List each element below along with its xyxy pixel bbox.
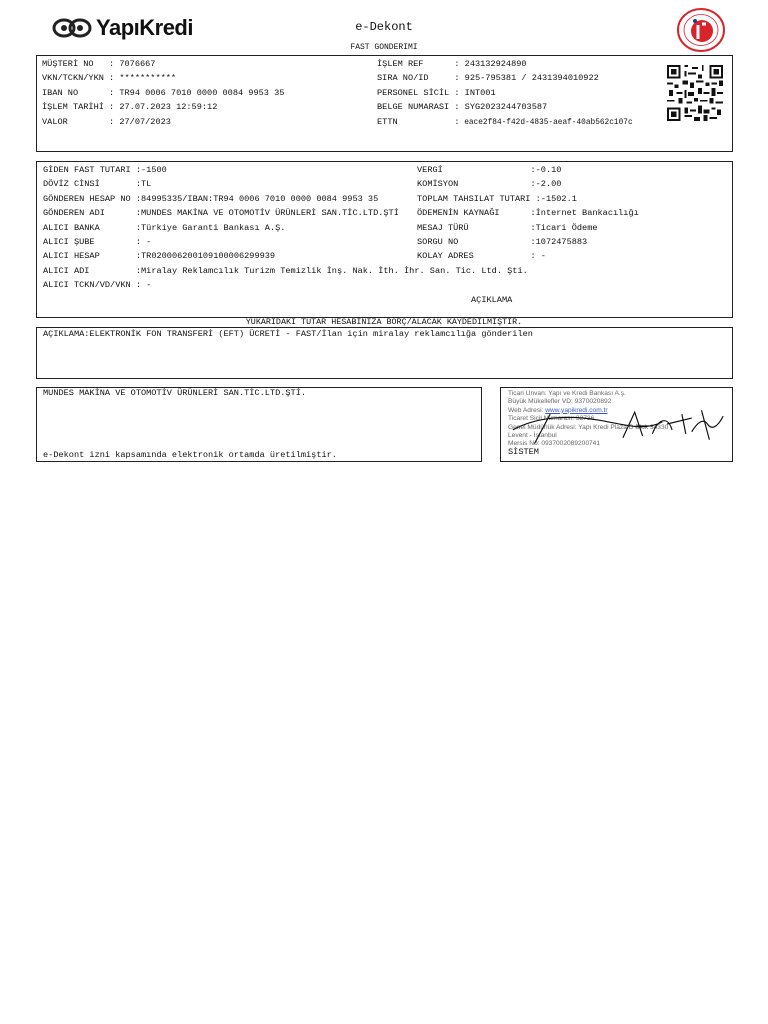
row-doviz-cinsi: DÖVİZ CİNSİ :TL bbox=[43, 179, 152, 190]
row-sorgu-no: SORGU NO :1072475883 bbox=[417, 237, 588, 248]
row-gonderen-hesap-no: GÖNDEREN HESAP NO :84995335/IBAN:TR94 0006 7010 0000 0084 9953 35 bbox=[43, 193, 379, 204]
info-row-islem-tarihi: İŞLEM TARİHİ : 27.07.2023 12:59:12 bbox=[42, 102, 218, 113]
row-alici-adi: ALICI ADI :Miralay Reklamcılık Turizm Temizlik İnş. Nak. İth. İhr. San. Tic. Ltd. Şti. bbox=[43, 265, 528, 276]
document-subtitle: FAST GONDERIMI bbox=[350, 43, 418, 52]
info-row-vkn: VKN/TCKN/YKN : *********** bbox=[42, 73, 177, 84]
transfer-right-column bbox=[417, 163, 639, 264]
info-row-iban: IBAN NO : TR94 0006 7010 0000 0084 9953 35 bbox=[42, 87, 285, 98]
info-row-ettn: ETTN : eace2f84-f42d-4835-aeaf-40ab562c107c bbox=[377, 116, 633, 127]
customer-company-name: MUNDES MAKİNA VE OTOMOTİV ÜRÜNLERİ SAN.TİC.LTD.ŞTİ. bbox=[43, 388, 307, 398]
row-komisyon: KOMİSYON :-2.00 bbox=[417, 179, 562, 190]
row-odemenin-kaynagi: ÖDEMENİN KAYNAĞI :İnternet Bankacılığı bbox=[417, 208, 639, 219]
row-vergi: VERGİ :-0.10 bbox=[417, 165, 562, 175]
row-kolay-adres: KOLAY ADRES : - bbox=[417, 251, 546, 262]
info-row-musteri-no: MÜŞTERİ NO : 7076667 bbox=[42, 59, 156, 69]
info-left-column bbox=[42, 57, 284, 129]
document-title: e-Dekont bbox=[355, 20, 413, 34]
info-row-sira-no: SIRA NO/ID : 925-795381 / 2431394010922 bbox=[377, 73, 599, 84]
row-alici-sube: ALICI ŞUBE : - bbox=[43, 237, 152, 248]
debit-notice: YUKARIDAKI TUTAR HESABINIZA BORÇ/ALACAK KAYDEDILMIŞTIR. bbox=[245, 317, 523, 327]
e-dekont-note: e-Dekont izni kapsamında elektronik ortamda üretilmiştir. bbox=[43, 450, 337, 460]
row-alici-banka: ALICI BANKA :Türkiye Garanti Bankası A.Ş. bbox=[43, 222, 286, 233]
row-gonderen-adi: GÖNDEREN ADI :MUNDES MAKİNA VE OTOMOTİV ÜRÜNLERİ SAN.TİC.LTD.ŞTİ bbox=[43, 208, 399, 219]
signature-label: SİSTEM bbox=[508, 447, 539, 457]
bank-hq-address: Genel Müdürlük Adresi: Yapı Kredi Plaza D Blok 34330 bbox=[508, 423, 669, 431]
bank-web-address: Web Adresi: www.yapikredi.com.tr bbox=[508, 406, 608, 414]
row-toplam-tahsilat: TOPLAM TAHSILAT TUTARI :-1502.1 bbox=[417, 193, 577, 204]
description-text: AÇIKLAMA:ELEKTRONİK FON TRANSFERİ (EFT) ÜCRETİ - FAST/İlan için miralay reklamcılığa gönderilen bbox=[43, 329, 533, 339]
row-mesaj-turu: MESAJ TÜRÜ :Ticari Ödeme bbox=[417, 222, 598, 233]
bank-hq-city: Levent - İstanbul bbox=[508, 432, 557, 440]
row-alici-hesap: ALICI HESAP :TR020006200109100006299939 bbox=[43, 251, 276, 262]
signature-icon bbox=[505, 404, 731, 444]
info-row-valor: VALOR : 27/07/2023 bbox=[42, 116, 171, 127]
bank-tax-office: Büyük Mükellefler VD: 9370020892 bbox=[508, 398, 612, 406]
logo-text: YapıKredi bbox=[96, 15, 193, 40]
e-dekont-seal-icon bbox=[676, 7, 726, 53]
bank-web-link[interactable]: www.yapikredi.com.tr bbox=[545, 406, 608, 414]
bank-trade-name: Ticari Unvan: Yapı ve Kredi Bankası A.ş. bbox=[508, 390, 626, 397]
bank-trade-registry: Ticaret Sicil Numarası: 32736 bbox=[508, 415, 595, 423]
bank-mersis-no: Mersis No: 0937002089200741 bbox=[508, 440, 601, 448]
row-giden-fast-tutari: GİDEN FAST TUTARI :-1500 bbox=[43, 165, 167, 175]
aciklama-heading: AÇIKLAMA bbox=[471, 295, 513, 305]
info-row-islem-ref: İŞLEM REF : 243132924890 bbox=[377, 59, 527, 69]
info-row-personel-sicil: PERSONEL SİCİL : INT001 bbox=[377, 87, 496, 98]
qr-code-icon[interactable] bbox=[666, 65, 724, 121]
row-alici-tckn: ALICI TCKN/VD/VKN : - bbox=[43, 280, 152, 291]
info-right-column bbox=[377, 57, 633, 130]
info-row-belge-numarasi: BELGE NUMARASI : SYG2023244703587 bbox=[377, 102, 548, 113]
